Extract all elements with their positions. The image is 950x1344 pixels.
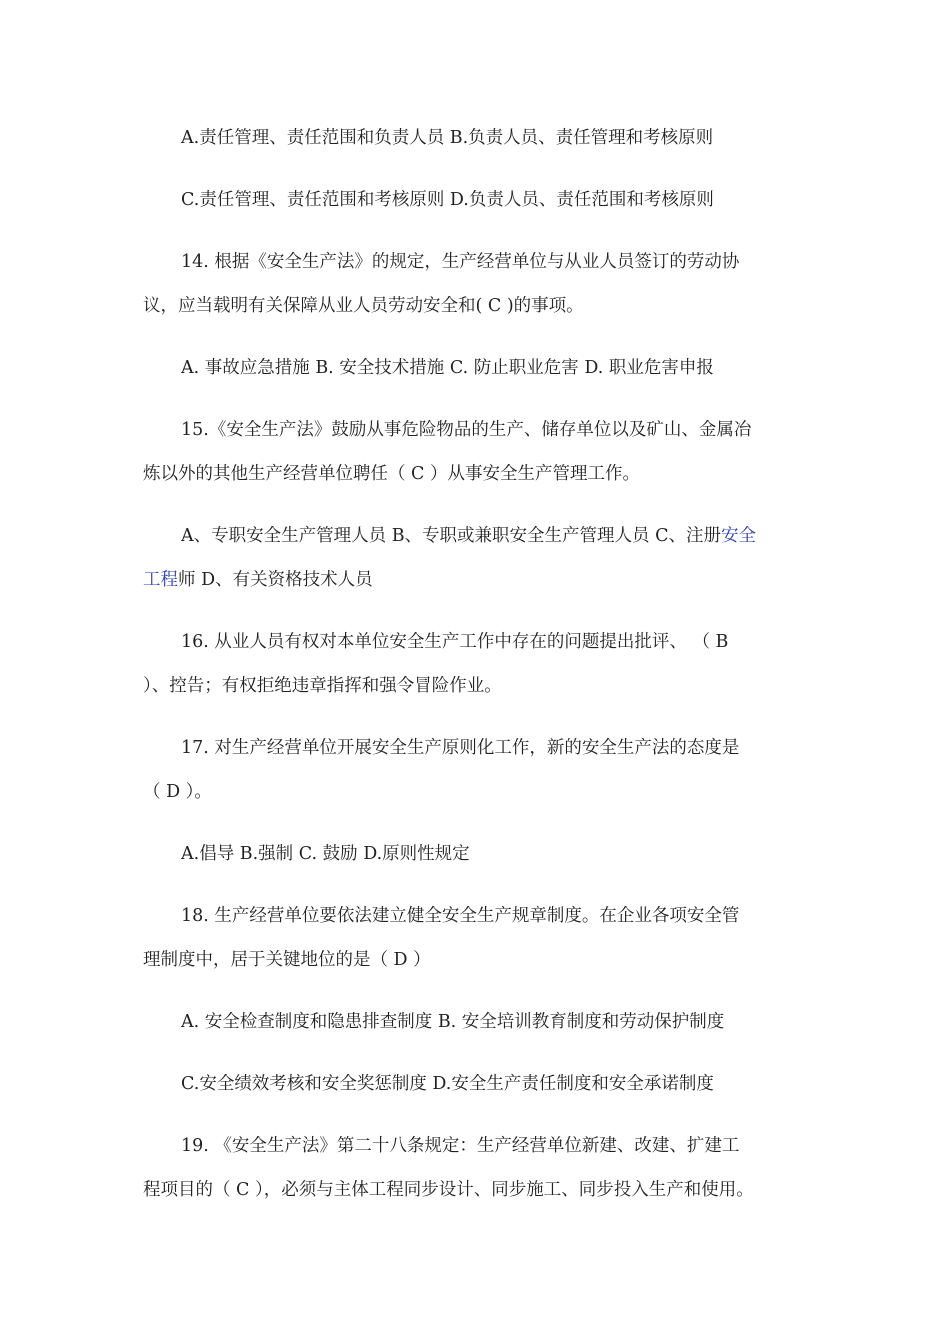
option-line-13ab: A.责任管理、责任范围和负责人员 B.负责人员、责任管理和考核原则	[181, 128, 714, 148]
question-19-line-2: 程项目的（ C ），必须与主体工程同步设计、同步施工、同步投入生产和使用。	[143, 1180, 754, 1200]
option-line-17: A.倡导 B.强制 C. 鼓励 D.原则性规定	[181, 844, 470, 864]
option-line-15-line-2	[143, 568, 373, 592]
question-16-line-1: 16. 从业人员有权对本单位安全生产工作中存在的问题提出批评、 （ B	[181, 632, 729, 652]
question-19-line-1: 19. 《安全生产法》第二十八条规定：生产经营单位新建、改建、扩建工	[181, 1136, 740, 1156]
question-18-line-1: 18. 生产经营单位要依法建立健全安全生产规章制度。在企业各项安全管	[181, 906, 740, 926]
question-14-line-2: 议，应当载明有关保障从业人员劳动安全和( C )的事项。	[143, 296, 584, 316]
option-line-18ab: A. 安全检查制度和隐患排查制度 B. 安全培训教育制度和劳动保护制度	[181, 1012, 725, 1032]
option-15-text-cont: 师 D、有关资格技术人员	[178, 570, 373, 590]
question-14-line-1: 14. 根据《安全生产法》的规定，生产经营单位与从业人员签订的劳动协	[181, 252, 740, 272]
option-line-14: A. 事故应急措施 B. 安全技术措施 C. 防止职业危害 D. 职业危害申报	[181, 358, 714, 378]
question-18-line-2: 理制度中，居于关键地位的是（ D ）	[143, 950, 431, 970]
safety-engineer-link-part-2[interactable]: 工程	[143, 570, 178, 590]
option-line-18cd: C.安全绩效考核和安全奖惩制度 D.安全生产责任制度和安全承诺制度	[181, 1074, 714, 1094]
option-line-15-line-1	[181, 524, 756, 548]
question-17-line-2: （ D ）。	[143, 782, 212, 802]
question-15-line-1: 15.《安全生产法》鼓励从事危险物品的生产、储存单位以及矿山、金属冶	[181, 420, 752, 440]
option-line-13cd: C.责任管理、责任范围和考核原则 D.负责人员、责任范围和考核原则	[181, 190, 714, 210]
question-16-line-2: ）、控告；有权拒绝违章指挥和强令冒险作业。	[143, 676, 502, 696]
question-15-line-2: 炼以外的其他生产经营单位聘任（ C ）从事安全生产管理工作。	[143, 464, 641, 484]
safety-engineer-link-part-1[interactable]: 安全	[721, 526, 757, 546]
question-17-line-1: 17. 对生产经营单位开展安全生产原则化工作，新的安全生产法的态度是	[181, 738, 740, 758]
option-15-text: A、专职安全生产管理人员 B、专职或兼职安全生产管理人员 C、注册	[181, 526, 722, 546]
